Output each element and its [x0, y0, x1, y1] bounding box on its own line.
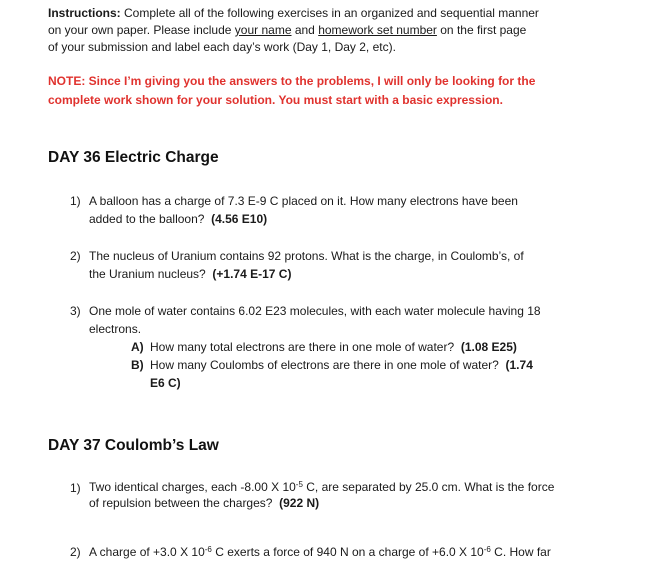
- q3a-label: A): [131, 340, 144, 354]
- q1-answer: (4.56 E10): [211, 212, 268, 226]
- q2-text-2: the Uranium nucleus?: [89, 267, 206, 281]
- q2-answer: (+1.74 E-17 C): [212, 267, 292, 281]
- q3a-question: How many total electrons are there in one mole of water?: [150, 340, 455, 354]
- q1-text-line-2: [89, 210, 267, 228]
- day-36-heading: DAY 36 Electric Charge: [48, 149, 219, 166]
- d37-q1-text-line-2: [89, 494, 319, 512]
- d37-q1-answer: (922 N): [279, 496, 320, 510]
- q1-text-2: added to the balloon?: [89, 212, 205, 226]
- q2-text-line-1: The nucleus of Uranium contains 92 protons. What is the charge, in Coulomb’s, of: [89, 249, 524, 263]
- q3b-answer-part-1: (1.74: [505, 358, 533, 372]
- instructions-text-1: Complete all of the following exercises in an organized and sequential manner: [124, 6, 539, 20]
- day-37-heading: DAY 37 Coulomb’s Law: [48, 437, 219, 454]
- your-name-underlined: your name: [234, 23, 292, 37]
- q3-text-line-2: electrons.: [89, 322, 142, 336]
- d37-q1-text-a: Two identical charges, each -8.00 X 10: [89, 480, 296, 494]
- q3b-question: How many Coulombs of electrons are there in one mole of water?: [150, 358, 499, 372]
- d37-q2-exponent-1: -6: [204, 545, 212, 554]
- q3b-label: B): [131, 358, 144, 372]
- d37-q2-text-line-1: [89, 543, 551, 561]
- d37-q2-text-b: C exerts a force of 940 N on a charge of +6.0 X 10: [211, 545, 484, 559]
- q3b-text: [150, 356, 533, 374]
- instructions-text-2a: on your own paper. Please include: [48, 23, 235, 37]
- instructions-label: Instructions:: [48, 6, 121, 20]
- d37-q1-text-2: of repulsion between the charges?: [89, 496, 273, 510]
- instructions-line-2: [48, 21, 526, 39]
- note-line-2: complete work shown for your solution. You must start with a basic expression.: [48, 93, 503, 107]
- d37-q2-exponent-2: -6: [483, 545, 491, 554]
- q2-number: 2): [70, 249, 81, 263]
- d37-q2-text-c: C. How far: [490, 545, 551, 559]
- instructions-line-3: of your submission and label each day’s work (Day 1, Day 2, etc).: [48, 40, 396, 54]
- d37-q1-exponent: -5: [295, 480, 303, 489]
- d37-q1-text-b: C, are separated by 25.0 cm. What is the force: [302, 480, 555, 494]
- instructions-text-2c: on the first page: [436, 23, 527, 37]
- q1-number: 1): [70, 194, 81, 208]
- note-line-1: NOTE: Since I’m giving you the answers to the problems, I will only be looking for the: [48, 74, 536, 88]
- d37-q2-number: 2): [70, 545, 81, 559]
- q3b-answer-part-2: E6 C): [150, 376, 181, 390]
- q3-text-line-1: One mole of water contains 6.02 E23 molecules, with each water molecule having 18: [89, 304, 541, 318]
- q1-text-line-1: A balloon has a charge of 7.3 E-9 C placed on it. How many electrons have been: [89, 194, 518, 208]
- q3a-answer: (1.08 E25): [460, 340, 517, 354]
- q3-number: 3): [70, 304, 81, 318]
- homework-set-number-underlined: homework set number: [318, 23, 437, 37]
- q2-text-line-2: [89, 265, 291, 283]
- d37-q1-number: 1): [70, 481, 81, 495]
- instructions-text-2b: and: [291, 23, 319, 37]
- q3a-text: [150, 338, 517, 356]
- instructions-line-1: [48, 4, 539, 22]
- d37-q2-text-a: A charge of +3.0 X 10: [89, 545, 205, 559]
